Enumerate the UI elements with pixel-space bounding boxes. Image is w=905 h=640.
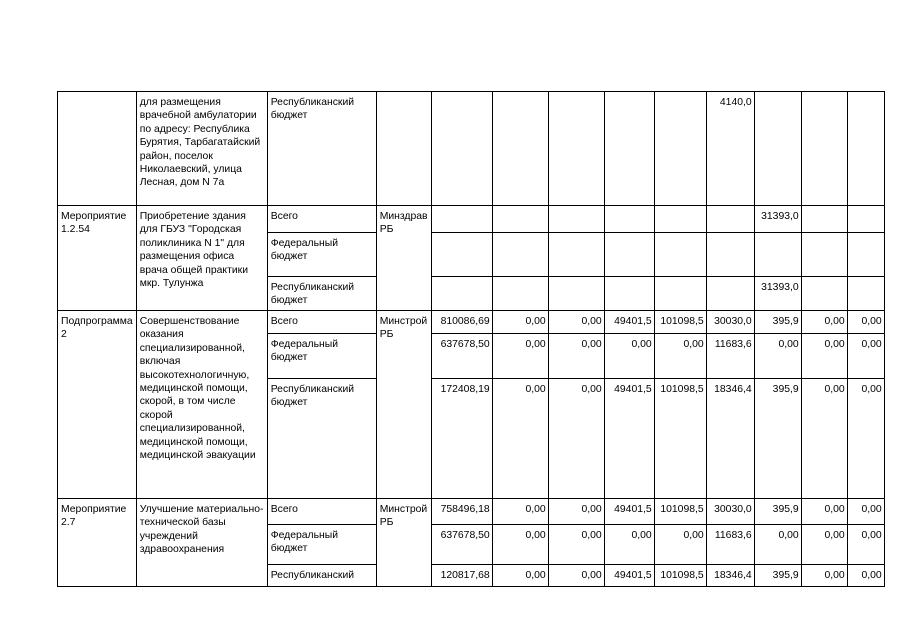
value-cell: 31393,0	[754, 206, 801, 233]
value-cell: 30030,0	[706, 499, 754, 525]
value-cell	[847, 206, 884, 233]
value-cell: 0,00	[548, 334, 604, 379]
funding-source-cell: Федеральный бюджет	[267, 525, 376, 565]
value-cell	[548, 277, 604, 311]
value-cell	[604, 233, 654, 277]
value-cell	[431, 206, 492, 233]
value-cell: 11683,6	[706, 334, 754, 379]
value-cell	[431, 233, 492, 277]
value-cell: 0,00	[654, 525, 706, 565]
value-cell: 31393,0	[754, 277, 801, 311]
value-cell	[548, 233, 604, 277]
row-code-cell: Подпрограмма 2	[58, 311, 137, 499]
value-cell: 120817,68	[431, 565, 492, 587]
value-cell	[847, 277, 884, 311]
value-cell	[431, 92, 492, 206]
value-cell: 0,00	[801, 565, 847, 587]
value-cell	[654, 92, 706, 206]
value-cell: 0,00	[492, 311, 548, 334]
budget-table	[57, 91, 885, 587]
value-cell	[492, 277, 548, 311]
value-cell: 0,00	[492, 499, 548, 525]
executor-cell: Минстрой РБ	[376, 499, 431, 587]
value-cell	[492, 233, 548, 277]
value-cell: 0,00	[847, 565, 884, 587]
value-cell: 0,00	[754, 525, 801, 565]
value-cell: 0,00	[801, 525, 847, 565]
value-cell	[801, 277, 847, 311]
row-name-cell: Улучшение материально-технической базы учреждений здравоохранения	[136, 499, 267, 587]
value-cell: 0,00	[801, 311, 847, 334]
value-cell: 0,00	[548, 499, 604, 525]
funding-source-cell: Республиканский бюджет	[267, 379, 376, 499]
row-code-cell: Мероприятие 1.2.54	[58, 206, 137, 311]
funding-source-cell: Всего	[267, 206, 376, 233]
value-cell: 0,00	[492, 565, 548, 587]
value-cell	[492, 206, 548, 233]
value-cell: 49401,5	[604, 311, 654, 334]
value-cell	[654, 277, 706, 311]
value-cell: 0,00	[754, 334, 801, 379]
table-row	[58, 206, 885, 233]
value-cell: 0,00	[654, 334, 706, 379]
value-cell: 101098,5	[654, 565, 706, 587]
row-name-cell: Приобретение здания для ГБУЗ "Городская поликлиника N 1" для размещения офиса врача общей практики мкр. Тулунжа	[136, 206, 267, 311]
row-name-cell: Совершенствование оказания специализированной, включая высокотехнологичную, медицинской помощи, скорой, в том числе скорой специализированной, медицинской помощи, медицинской эвакуации	[136, 311, 267, 499]
funding-source-cell: Федеральный бюджет	[267, 233, 376, 277]
value-cell	[706, 233, 754, 277]
value-cell: 0,00	[847, 334, 884, 379]
value-cell	[801, 233, 847, 277]
value-cell: 49401,5	[604, 565, 654, 587]
value-cell: 0,00	[847, 311, 884, 334]
value-cell: 101098,5	[654, 311, 706, 334]
value-cell: 637678,50	[431, 525, 492, 565]
value-cell: 0,00	[548, 525, 604, 565]
value-cell: 395,9	[754, 379, 801, 499]
value-cell	[492, 92, 548, 206]
table-row	[58, 499, 885, 525]
executor-cell	[376, 92, 431, 206]
value-cell: 637678,50	[431, 334, 492, 379]
value-cell	[847, 92, 884, 206]
row-name-cell: для размещения врачебной амбулатории по адресу: Республика Бурятия, Тарбагатайский район, поселок Николаевский, улица Лесная, дом N 7а	[136, 92, 267, 206]
value-cell: 101098,5	[654, 499, 706, 525]
value-cell: 395,9	[754, 565, 801, 587]
value-cell: 0,00	[492, 379, 548, 499]
value-cell: 758496,18	[431, 499, 492, 525]
value-cell: 4140,0	[706, 92, 754, 206]
value-cell: 172408,19	[431, 379, 492, 499]
value-cell: 0,00	[801, 379, 847, 499]
value-cell: 0,00	[604, 334, 654, 379]
value-cell: 0,00	[847, 499, 884, 525]
value-cell: 30030,0	[706, 311, 754, 334]
value-cell	[847, 233, 884, 277]
value-cell	[604, 277, 654, 311]
executor-cell: Минздрав РБ	[376, 206, 431, 311]
value-cell: 11683,6	[706, 525, 754, 565]
table-row	[58, 311, 885, 334]
value-cell: 0,00	[604, 525, 654, 565]
value-cell: 0,00	[492, 525, 548, 565]
funding-source-cell: Всего	[267, 311, 376, 334]
value-cell: 0,00	[847, 379, 884, 499]
value-cell: 49401,5	[604, 379, 654, 499]
value-cell: 0,00	[492, 334, 548, 379]
row-code-cell	[58, 92, 137, 206]
value-cell	[604, 206, 654, 233]
value-cell: 18346,4	[706, 379, 754, 499]
value-cell: 0,00	[548, 311, 604, 334]
value-cell	[754, 233, 801, 277]
value-cell: 0,00	[548, 565, 604, 587]
value-cell	[754, 92, 801, 206]
row-code-cell: Мероприятие 2.7	[58, 499, 137, 587]
funding-source-cell: Республиканский	[267, 565, 376, 587]
value-cell	[801, 92, 847, 206]
value-cell: 0,00	[548, 379, 604, 499]
value-cell: 101098,5	[654, 379, 706, 499]
funding-source-cell: Республиканский бюджет	[267, 92, 376, 206]
value-cell: 395,9	[754, 311, 801, 334]
value-cell	[604, 92, 654, 206]
value-cell: 49401,5	[604, 499, 654, 525]
funding-source-cell: Федеральный бюджет	[267, 334, 376, 379]
value-cell	[801, 206, 847, 233]
table-row	[58, 92, 885, 206]
value-cell	[654, 233, 706, 277]
funding-source-cell: Всего	[267, 499, 376, 525]
executor-cell: Минстрой РБ	[376, 311, 431, 499]
value-cell	[706, 277, 754, 311]
value-cell: 0,00	[801, 334, 847, 379]
value-cell: 0,00	[847, 525, 884, 565]
value-cell: 18346,4	[706, 565, 754, 587]
value-cell	[431, 277, 492, 311]
funding-source-cell: Республиканский бюджет	[267, 277, 376, 311]
value-cell	[548, 206, 604, 233]
value-cell: 395,9	[754, 499, 801, 525]
value-cell	[706, 206, 754, 233]
table-body	[58, 92, 885, 587]
value-cell	[654, 206, 706, 233]
value-cell: 0,00	[801, 499, 847, 525]
value-cell: 810086,69	[431, 311, 492, 334]
value-cell	[548, 92, 604, 206]
